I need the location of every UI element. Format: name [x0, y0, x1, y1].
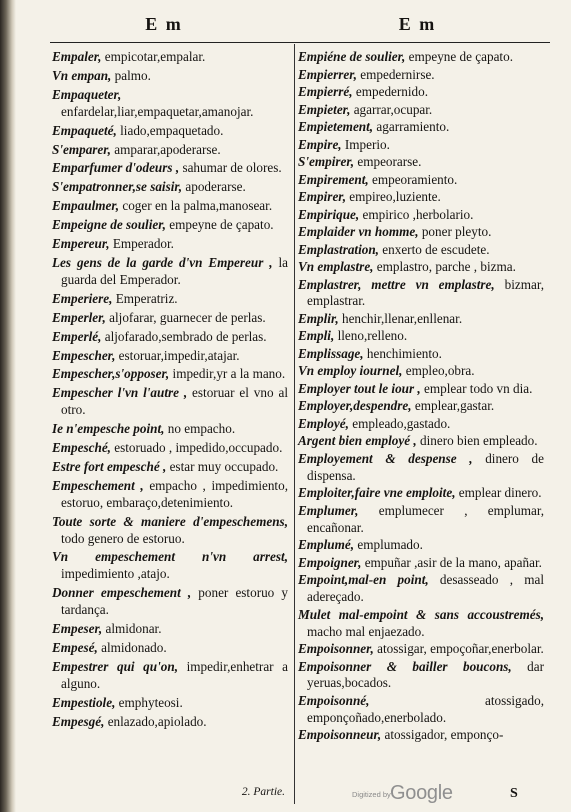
entry-definition: empicotar,empalar.	[101, 49, 206, 64]
entry-headword: Empirique,	[298, 206, 360, 222]
dictionary-entry	[52, 640, 288, 657]
page-binding-edge	[0, 0, 16, 812]
entry-headword: Empescher,	[52, 347, 116, 363]
entry-definition: macho mal enjaezado.	[307, 623, 425, 639]
entry-headword: Argent bien employé ,	[298, 433, 417, 449]
signature-mark: 2. Partie.	[241, 786, 285, 798]
entry-definition: empuñar ,asir de la mano, apañar.	[361, 554, 542, 570]
entry-headword: Empaulmer,	[52, 198, 120, 214]
entry-definition: emplear,gastar.	[411, 398, 495, 414]
entry-headword: Empescher l'vn l'autre ,	[52, 385, 188, 401]
entry-headword: Empire,	[298, 136, 342, 152]
dictionary-entry	[52, 310, 288, 327]
dictionary-entry	[52, 421, 288, 438]
entry-definition: emplumecer , emplumar, encañonar.	[307, 502, 544, 535]
entry-headword: Empietement,	[298, 119, 374, 134]
dictionary-entry	[52, 478, 288, 512]
catchword: S	[510, 786, 518, 801]
dictionary-entry	[298, 207, 544, 224]
entry-headword: Employer,despendre,	[298, 398, 412, 414]
entry-headword: S'emparer,	[52, 141, 111, 157]
dictionary-entry	[298, 398, 544, 415]
entry-definition: enfardelar,liar,empaquetar,amanojar.	[61, 103, 254, 119]
entry-headword: Empeigne de soulier,	[52, 217, 166, 233]
dictionary-entry	[298, 259, 544, 276]
entry-headword: Vn empeschement n'vn arrest,	[52, 549, 288, 565]
dictionary-entry	[52, 714, 288, 731]
dictionary-entry	[52, 366, 288, 383]
entry-headword: Empli,	[298, 328, 335, 344]
entry-headword: Empesé,	[52, 640, 98, 655]
entry-definition: la guarda del Emperador.	[61, 254, 288, 287]
entry-headword: Empirer,	[298, 189, 346, 204]
entry-headword: Empestiole,	[52, 694, 116, 710]
entry-headword: Empoisonner & bailler boucons,	[298, 658, 512, 674]
dictionary-entry	[298, 555, 544, 572]
dictionary-entry	[52, 291, 288, 308]
entry-headword: Donner empeschement ,	[52, 585, 192, 601]
entry-headword: Empoisonné,	[298, 692, 370, 708]
entry-definition: enlazado,apiolado.	[104, 713, 207, 729]
dictionary-entry	[298, 137, 544, 154]
entry-headword: Empesgé,	[52, 713, 105, 729]
entry-headword: Empirement,	[298, 171, 369, 187]
entry-definition: empedernirse.	[356, 66, 435, 82]
watermark-caption: Digitized by	[352, 790, 391, 799]
entry-headword: Emploiter,faire vne emploite,	[298, 485, 456, 501]
dictionary-entry	[298, 328, 544, 345]
entry-definition: amparar,apoderarse.	[110, 141, 221, 157]
dictionary-entry	[298, 119, 544, 136]
entry-headword: Empeschement ,	[52, 477, 144, 493]
entry-headword: Empoigner,	[298, 554, 362, 570]
entry-definition: aljofarado,sembrado de perlas.	[101, 328, 267, 344]
entry-definition: coger en la palma,manosear.	[119, 198, 273, 214]
entry-headword: Empaler,	[52, 49, 102, 64]
entry-definition: estar muy occupado.	[166, 458, 279, 474]
dictionary-entry	[298, 433, 544, 450]
dictionary-entry	[298, 84, 544, 101]
entry-headword: Estre fort empesché ,	[52, 458, 167, 474]
entry-headword: Empereur,	[52, 236, 110, 252]
entry-headword: Empoisonneur,	[298, 727, 382, 743]
dictionary-entry	[52, 621, 288, 638]
column-divider	[294, 44, 295, 804]
entry-definition: henchir,llenar,enllenar.	[338, 310, 463, 326]
entry-definition: empeoramiento.	[368, 171, 458, 187]
dictionary-entry	[52, 514, 288, 548]
entry-definition: empeyne de çapato.	[405, 49, 513, 64]
entry-headword: Emplir,	[298, 310, 339, 326]
entry-headword: Empesché,	[52, 440, 111, 456]
dictionary-entry	[52, 49, 288, 66]
entry-headword: Emperlé,	[52, 328, 102, 344]
dictionary-entry	[52, 198, 288, 215]
entry-definition: no empacho.	[164, 421, 236, 437]
dictionary-entry	[298, 102, 544, 119]
dictionary-entry	[52, 123, 288, 140]
dictionary-entry	[52, 179, 288, 196]
google-watermark	[352, 782, 482, 804]
header-rule	[50, 42, 550, 43]
dictionary-entry	[298, 242, 544, 259]
right-column	[298, 49, 544, 745]
entry-headword: Empieter,	[298, 101, 351, 117]
entry-definition: emplastro, parche , bizma.	[373, 259, 516, 274]
entry-definition: agarrar,ocupar.	[350, 101, 433, 117]
dictionary-entry	[298, 189, 544, 206]
entry-definition: atossigado, emponçoñado,enerbolado.	[307, 692, 544, 725]
entry-definition: empeyne de çapato.	[165, 217, 274, 233]
entry-definition: apoderarse.	[182, 179, 246, 195]
entry-headword: Emplumer,	[298, 502, 359, 518]
dictionary-entry	[52, 87, 288, 121]
dictionary-entry	[298, 607, 544, 641]
dictionary-entry	[52, 236, 288, 253]
left-column	[52, 49, 288, 733]
entry-definition: Imperio.	[341, 136, 390, 152]
entry-headword: Emperiere,	[52, 290, 113, 306]
dictionary-entry	[298, 49, 544, 66]
entry-headword: Empeser,	[52, 621, 103, 637]
header-left: E m	[145, 14, 183, 34]
entry-headword: Empoint,mal-en point,	[298, 572, 429, 588]
dictionary-entry	[52, 459, 288, 476]
dictionary-entry	[52, 217, 288, 234]
dictionary-entry	[298, 727, 544, 744]
entry-definition: Emperador.	[109, 236, 174, 252]
entry-definition: empireo,luziente.	[346, 189, 441, 204]
dictionary-entry	[298, 537, 544, 554]
entry-definition: empirico ,herbolario.	[359, 206, 474, 222]
dictionary-entry	[52, 695, 288, 712]
entry-definition: emplumado.	[354, 537, 423, 553]
entry-definition: henchimiento.	[363, 345, 442, 361]
dictionary-entry	[52, 142, 288, 159]
dictionary-entry	[298, 67, 544, 84]
dictionary-entry	[52, 385, 288, 419]
entry-headword: Empiéne de soulier,	[298, 49, 406, 64]
entry-definition: almidonar.	[102, 621, 162, 637]
entry-definition: lleno,relleno.	[334, 328, 408, 344]
entry-definition: empacho , impedimiento, estoruo, embaraço,detenimiento.	[61, 477, 288, 510]
entry-headword: Vn emplastre,	[298, 259, 374, 274]
dictionary-entry	[298, 416, 544, 433]
entry-definition: enxerto de escudete.	[378, 241, 490, 257]
entry-headword: Empaqueté,	[52, 122, 117, 138]
entry-definition: impedimiento ,atajo.	[61, 566, 170, 582]
header-right: E m	[398, 14, 437, 34]
entry-definition: palmo.	[111, 67, 151, 83]
dictionary-entry	[298, 485, 544, 502]
entry-definition: empleo,obra.	[402, 363, 475, 379]
entry-definition: agarramiento.	[373, 119, 450, 134]
dictionary-entry	[52, 549, 288, 583]
entry-definition: impedir,enhetrar a alguno.	[61, 658, 288, 691]
entry-definition: empleado,gastado.	[348, 415, 451, 431]
entry-definition: dar yeruas,bocados.	[307, 658, 544, 691]
dictionary-entry	[298, 363, 544, 380]
entry-definition: Emperatriz.	[112, 290, 178, 306]
entry-definition: poner estoruo y tardança.	[61, 585, 288, 618]
entry-definition: empeorarse.	[354, 154, 422, 169]
entry-headword: Empaqueter,	[52, 86, 122, 102]
dictionary-entry	[298, 659, 544, 693]
entry-definition: liado,empaquetado.	[116, 122, 224, 138]
entry-definition: sahumar de olores.	[179, 160, 282, 176]
entry-headword: Emplastration,	[298, 241, 379, 257]
dictionary-entry	[298, 224, 544, 241]
entry-headword: Ie n'empesche point,	[52, 421, 165, 437]
dictionary-entry	[52, 585, 288, 619]
dictionary-entry	[298, 381, 544, 398]
entry-headword: Employé,	[298, 415, 349, 431]
entry-definition: estoruar el vno al otro.	[61, 385, 288, 418]
entry-headword: Employer tout le iour ,	[298, 380, 421, 396]
entry-definition: almidonado.	[97, 640, 167, 655]
entry-definition: desasseado , mal adereçado.	[307, 572, 544, 605]
entry-definition: estoruar,impedir,atajar.	[115, 347, 240, 363]
dictionary-entry	[52, 255, 288, 289]
dictionary-entry	[298, 693, 544, 727]
entry-headword: Mulet mal-empoint & sans accoustremés,	[298, 606, 544, 622]
entry-headword: Emplumé,	[298, 537, 355, 553]
entry-headword: Empescher,s'opposer,	[52, 366, 170, 382]
dictionary-entry	[52, 348, 288, 365]
dictionary-entry	[298, 451, 544, 485]
entry-definition: atossigador, emponço-	[381, 727, 504, 743]
entry-definition: bizmar, emplastrar.	[307, 276, 544, 309]
dictionary-entry	[298, 572, 544, 606]
entry-definition: impedir,yr a la mano.	[169, 366, 286, 382]
entry-headword: Toute sorte & maniere d'empeschemens,	[52, 513, 288, 529]
entry-headword: Emparfumer d'odeurs ,	[52, 160, 180, 176]
dictionary-entry	[298, 641, 544, 658]
entry-definition: poner pleyto.	[418, 224, 492, 239]
entry-headword: S'empirer,	[298, 154, 355, 169]
entry-headword: Vn empan,	[52, 67, 112, 83]
entry-headword: Empierré,	[298, 84, 353, 99]
entry-headword: Emplastrer, mettre vn emplastre,	[298, 276, 495, 292]
entry-definition: dinero bien empleado.	[416, 433, 538, 449]
entry-headword: Employement & despense ,	[298, 450, 473, 466]
entry-definition: emphyteosi.	[115, 694, 183, 710]
dictionary-entry	[52, 659, 288, 693]
dictionary-entry	[52, 160, 288, 177]
entry-definition: estoruado , impedido,occupado.	[110, 440, 283, 456]
dictionary-entry	[298, 346, 544, 363]
entry-headword: Empestrer qui qu'on,	[52, 658, 178, 674]
google-logo: Google	[390, 782, 453, 804]
entry-headword: Emplaider vn homme,	[298, 224, 419, 239]
entry-headword: Vn employ iournel,	[298, 363, 403, 379]
entry-headword: Emplissage,	[298, 345, 364, 361]
entry-headword: Empierrer,	[298, 66, 357, 82]
dictionary-entry	[52, 68, 288, 85]
dictionary-entry	[52, 329, 288, 346]
entry-definition: dinero de dispensa.	[307, 450, 544, 483]
entry-headword: S'empatronner,se saisir,	[52, 179, 183, 195]
entry-headword: Les gens de la garde d'vn Empereur ,	[52, 254, 273, 270]
entry-definition: empedernido.	[352, 84, 429, 99]
dictionary-entry	[298, 172, 544, 189]
dictionary-entry	[298, 311, 544, 328]
dictionary-entry	[298, 277, 544, 311]
entry-headword: Empoisonner,	[298, 641, 374, 657]
running-header	[36, 14, 541, 42]
dictionary-entry	[298, 503, 544, 537]
entry-definition: todo genero de estoruo.	[61, 530, 185, 546]
entry-definition: atossigar, empoçoñar,enerbolar.	[373, 641, 544, 657]
dictionary-entry	[298, 154, 544, 171]
entry-definition: emplear dinero.	[455, 485, 542, 501]
entry-headword: Emperler,	[52, 309, 106, 325]
entry-definition: emplear todo vn dia.	[420, 380, 533, 396]
dictionary-entry	[52, 440, 288, 457]
entry-definition: aljofarar, guarnecer de perlas.	[105, 309, 266, 325]
